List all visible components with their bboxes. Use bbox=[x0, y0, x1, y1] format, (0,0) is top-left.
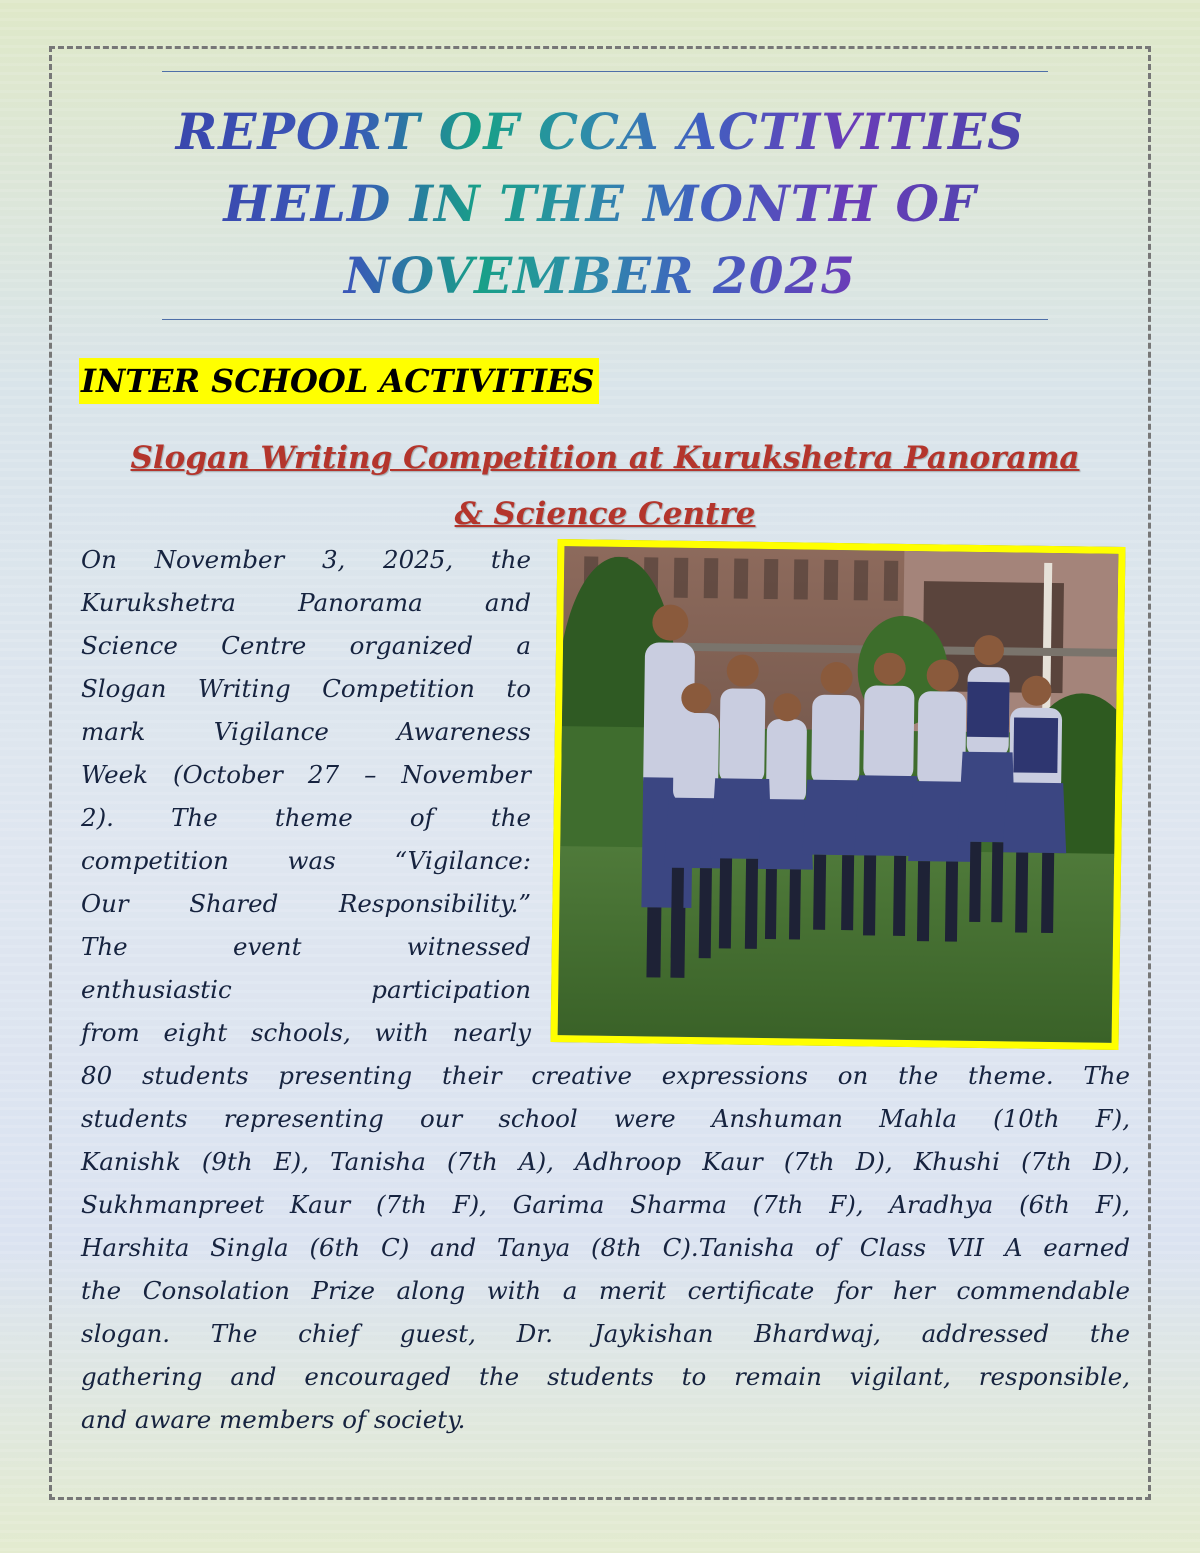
paragraph-line: slogan. The chief guest, Dr. Jaykishan Bhardwaj, addressed the bbox=[81, 1319, 1130, 1348]
paragraph-line: 80 students presenting their creative expressions on the theme. The bbox=[81, 1061, 1130, 1090]
report-title-line: NOVEMBER 2025 bbox=[343, 246, 857, 305]
paragraph-line: Week (October 27 – November bbox=[81, 760, 531, 789]
paragraph-line: students representing our school were Anshuman Mahla (10th F), bbox=[81, 1104, 1130, 1133]
paragraph-line: enthusiastic participation bbox=[81, 975, 531, 1004]
paragraph-line: Slogan Writing Competition to bbox=[81, 674, 531, 703]
paragraph-line: mark Vigilance Awareness bbox=[81, 717, 531, 746]
section-heading: INTER SCHOOL ACTIVITIES bbox=[79, 358, 599, 404]
bottom-rule bbox=[162, 319, 1048, 320]
report-title-line: HELD IN THE MONTH OF bbox=[223, 174, 977, 233]
event-title-line: Slogan Writing Competition at Kurukshetra Panorama bbox=[130, 440, 1080, 476]
paragraph-line: Kurukshetra Panorama and bbox=[81, 588, 531, 617]
paragraph-line: The event witnessed bbox=[81, 932, 531, 961]
paragraph-line: Harshita Singla (6th C) and Tanya (8th C).Tanisha of Class VII A earned bbox=[81, 1233, 1130, 1262]
paragraph-line: Kanishk (9th E), Tanisha (7th A), Adhroop Kaur (7th D), Khushi (7th D), bbox=[81, 1147, 1130, 1176]
paragraph-line: competition was “Vigilance: bbox=[81, 846, 531, 875]
report-title-line: REPORT OF CCA ACTIVITIES bbox=[175, 102, 1025, 161]
paragraph-line: Science Centre organized a bbox=[81, 631, 531, 660]
event-paragraph-wrapped bbox=[81, 538, 531, 1054]
group-photo-illustration bbox=[558, 546, 1119, 1043]
paragraph-line: from eight schools, with nearly bbox=[81, 1018, 531, 1047]
paragraph-line: Sukhmanpreet Kaur (7th F), Garima Sharma (7th F), Aradhya (6th F), bbox=[81, 1190, 1130, 1219]
event-paragraph-full bbox=[81, 1054, 1130, 1441]
paragraph-line: 2). The theme of the bbox=[81, 803, 531, 832]
event-title bbox=[70, 430, 1140, 542]
report-title bbox=[100, 96, 1100, 312]
event-group-photo bbox=[551, 539, 1126, 1050]
top-rule bbox=[162, 71, 1048, 72]
paragraph-line: On November 3, 2025, the bbox=[81, 545, 531, 574]
paragraph-line: and aware members of society. bbox=[81, 1405, 466, 1434]
paragraph-line: gathering and encouraged the students to remain vigilant, responsible, bbox=[81, 1362, 1130, 1391]
paragraph-line: Our Shared Responsibility.” bbox=[81, 889, 531, 918]
event-title-line: & Science Centre bbox=[454, 496, 756, 532]
paragraph-line: the Consolation Prize along with a merit certificate for her commendable bbox=[81, 1276, 1130, 1305]
